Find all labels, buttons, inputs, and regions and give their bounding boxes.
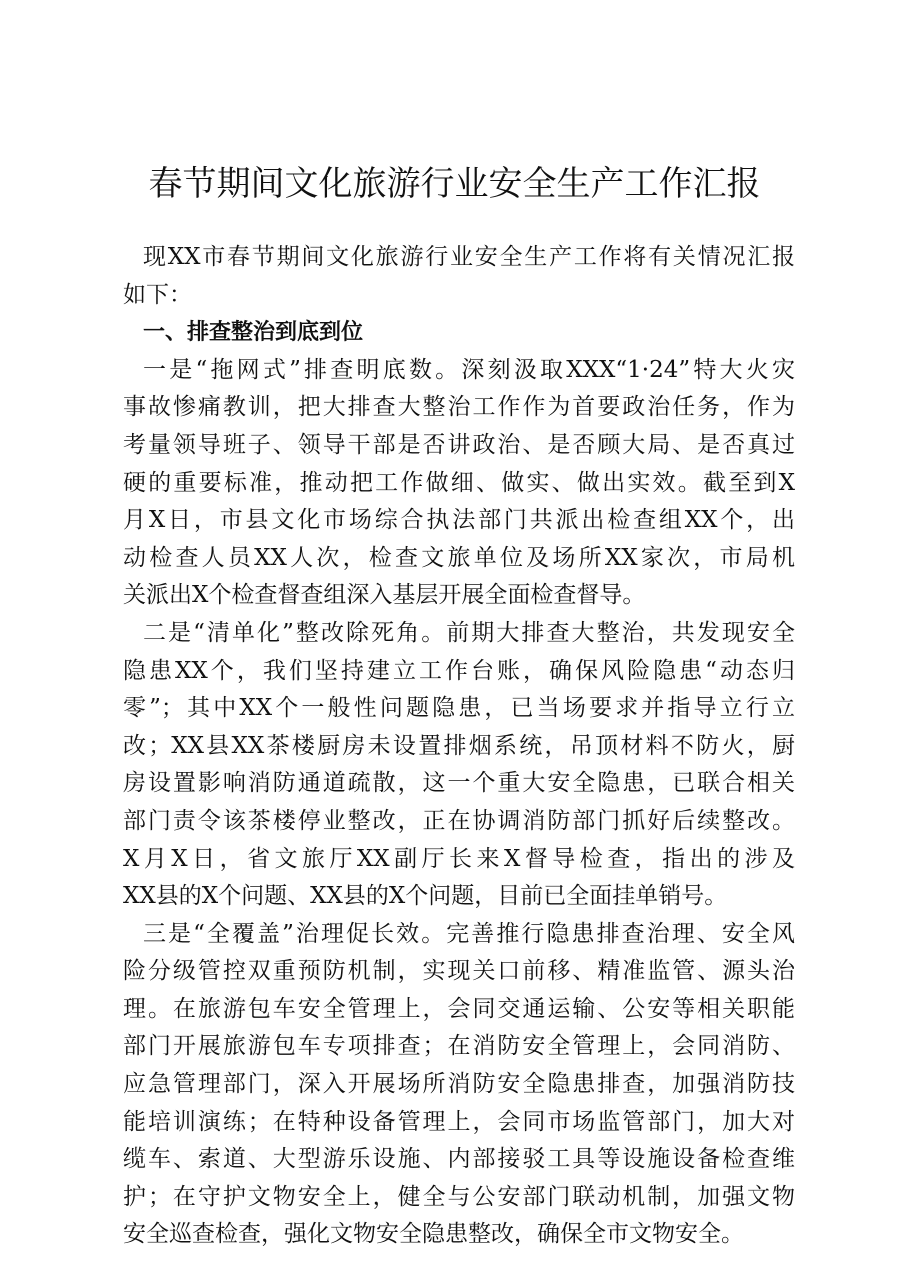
paragraph-line: 硬的重要标准，推动把工作做细、做实、做出实效。截至到X xyxy=(123,469,795,496)
paragraph-line: 部门开展旅游包车专项排查；在消防安全管理上，会同消防、 xyxy=(123,1033,795,1060)
paragraph-line: 险分级管控双重预防机制，实现关口前移、精准监管、源头治 xyxy=(123,958,795,985)
document-body xyxy=(123,239,795,1254)
paragraph-line: 能培训演练；在特种设备管理上，会同市场监管部门，加大对 xyxy=(123,1108,795,1135)
section-heading: 一、排查整治到底到位 xyxy=(143,320,364,346)
paragraph-line: XX县的X个问题、XX县的X个问题，目前已全面挂单销号。 xyxy=(123,883,728,910)
paragraph-line: 护；在守护文物安全上，健全与公安部门联动机制，加强文物 xyxy=(123,1183,795,1210)
document-title: 春节期间文化旅游行业安全生产工作汇报 xyxy=(148,164,761,204)
paragraph-line: 部门责令该茶楼停业整改，正在协调消防部门抓好后续整改。 xyxy=(123,807,795,834)
paragraph-line: 动检查人员XX人次，检查文旅单位及场所XX家次，市局机 xyxy=(123,544,795,571)
paragraph-line: 事故惨痛教训，把大排查大整治工作作为首要政治任务，作为 xyxy=(123,394,795,421)
paragraph-line: 二是“清单化”整改除死角。前期大排查大整治，共发现安全 xyxy=(143,619,795,646)
paragraph-line: X月X日，省文旅厅XX副厅长来X督导检查，指出的涉及 xyxy=(123,845,795,872)
paragraph-line: 缆车、索道、大型游乐设施、内部接驳工具等设施设备检查维 xyxy=(123,1146,795,1173)
paragraph-line: 一是“拖网式”排查明底数。深刻汲取XXX“1·24”特大火灾 xyxy=(143,356,795,383)
paragraph-line: 隐患XX个，我们坚持建立工作台账，确保风险隐患“动态归 xyxy=(123,657,795,684)
paragraph-line: 改；XX县XX茶楼厨房未设置排烟系统，吊顶材料不防火，厨 xyxy=(123,732,795,759)
paragraph-line: 月X日，市县文化市场综合执法部门共派出检查组XX个，出 xyxy=(123,507,795,534)
paragraph-line: 如下： xyxy=(123,281,192,308)
paragraph-line: 现XX市春节期间文化旅游行业安全生产工作将有关情况汇报 xyxy=(143,244,795,270)
paragraph-line: 关派出X个检查督查组深入基层开展全面检查督导。 xyxy=(123,582,646,609)
paragraph-line: 安全巡查检查，强化文物安全隐患整改，确保全市文物安全。 xyxy=(123,1221,744,1248)
paragraph-line: 三是“全覆盖”治理促长效。完善推行隐患排查治理、安全风 xyxy=(143,920,795,947)
paragraph-line: 考量领导班子、领导干部是否讲政治、是否顾大局、是否真过 xyxy=(123,431,795,458)
paragraph-line: 理。在旅游包车安全管理上，会同交通运输、公安等相关职能 xyxy=(123,995,795,1022)
paragraph-line: 零”；其中XX个一般性问题隐患，已当场要求并指导立行立 xyxy=(123,695,795,722)
paragraph-line: 应急管理部门，深入开展场所消防安全隐患排查，加强消防技 xyxy=(123,1071,795,1098)
paragraph-line: 房设置影响消防通道疏散，这一个重大安全隐患，已联合相关 xyxy=(123,770,795,797)
